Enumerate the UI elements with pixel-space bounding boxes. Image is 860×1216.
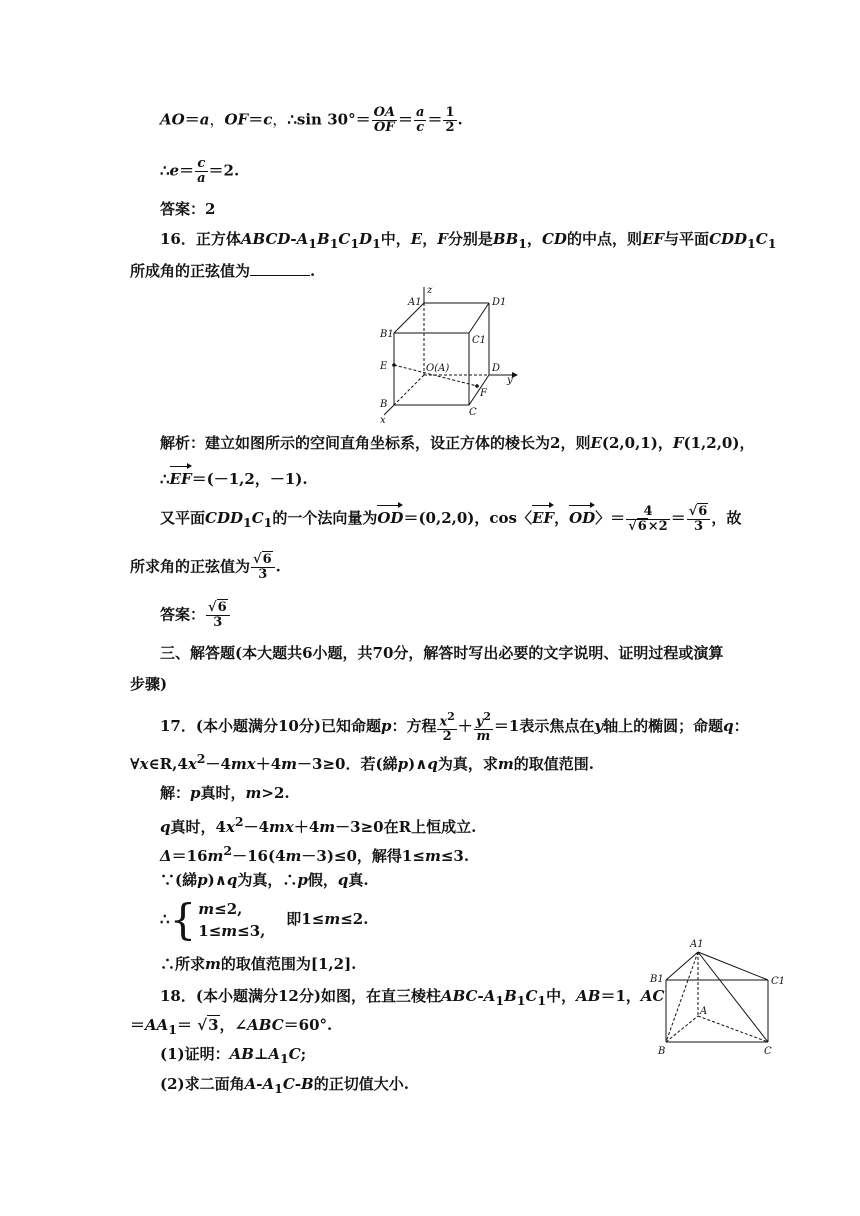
label-C1: C1 [472,335,487,346]
q17-stem-1: 17．(本小题满分10分)已知命题p：方程 $\frac{x^2}{2}$ ＋ $\frac{y^2}{m}$ ＝1表示焦点在y轴上的椭圆；命题q： [160,710,749,745]
label-D: D [492,363,501,374]
q16-solution-1: 解析：建立如图所示的空间直角坐标系，设正方体的棱长为2，则E(2,0,1)，F(1,2,0)， [160,434,755,452]
section-3-title-1: 三、解答题(本大题共6小题，共70分，解答时写出必要的文字说明、证明过程或演算 [160,644,724,662]
label-D1: D1 [492,297,507,308]
q16-solution-4: 所求角的正弦值为 $\frac{√6}{3}$ . [130,552,281,582]
prev-answer: 答案：2 [160,200,216,218]
label-OA: O(A) [426,363,450,374]
label-y: y [507,375,513,386]
q18-stem-2: $=AA_1= √3$，∠ABC＝60°. [130,1016,333,1037]
cube-figure [372,283,522,428]
q16-answer: 答案： $\frac{√6}{3}$ [160,601,231,630]
label-prism-B: B [658,1046,666,1057]
label-prism-A: A [700,1006,708,1017]
prev-line-2: ∴e＝ $\frac{c}{a}$ ＝2. [160,156,240,186]
q16-solution-2: ∴EF＝(－1,2，－1). [160,464,308,490]
q17-solution-3: $\Delta=16m^2-16(4m-3)\le 0$，解得1≤m≤3. [160,843,470,865]
label-prism-C1: C1 [771,976,786,987]
q18-part-1: (1)证明：$AB\perp A_1C$; [160,1045,307,1066]
q17-solution-6: ∴所求m的取值范围为[1,2]. [160,955,357,973]
q16-stem-line-2: 所成角的正弦值为 . [130,262,316,280]
q17-solution-2: q真时，$4x^2-4mx+4m-3\ge 0$在R上恒成立. [160,814,477,836]
q17-solution-1: 解：p真时，m>2. [160,784,290,802]
label-C: C [469,407,477,418]
q17-stem-2: $\forall x\in R,4x^2-4mx+4m-3\ge 0$．若(綈p)∧q为真，求m的取值范围. [130,751,594,773]
label-B1: B1 [380,329,394,340]
label-prism-A1: A1 [690,939,704,950]
label-E: E [380,361,388,372]
q17-solution-4: ∵(綈p)∧q为真，∴p假，q真. [160,871,369,889]
q18-stem-1: 18．(本小题满分12分)如图，在直三棱柱ABC-$A_1B_1C_1$中，AB＝1，AC [160,987,665,1008]
label-prism-B1: B1 [650,974,664,985]
q16-stem-line-1: 16．正方体ABCD-$A_1B_1C_1D_1$中，E，F分别是$BB_1$，CD的中点，则EF与平面$CDD_1C_1$ [160,230,777,251]
q18-part-2: (2)求二面角$A-A_1C-B$的正切值大小. [160,1075,409,1096]
q17-solution-5: ∴{ m≤2, 1≤m≤3, 即1≤m≤2. [160,895,369,944]
q16-solution-3: 又平面$CDD_1C_1$的一个法向量为OD＝(0,2,0)，cos〈EF，OD〉＝ $\frac{4}{√6\times 2}$ ＝ $\frac{√6}{3}$ ，故 [160,503,742,534]
label-z: z [427,285,433,296]
prism-figure [648,936,788,1058]
label-A1: A1 [408,297,422,308]
label-prism-C: C [764,1046,772,1057]
label-x: x [380,415,386,426]
label-F: F [480,388,487,399]
prev-line-1: AO＝a，OF＝c，∴sin 30°＝ $\frac{OA}{OF}$ ＝ $\frac{a}{c}$ ＝ $\frac{1}{2}$ . [160,105,463,135]
label-B: B [380,399,388,410]
section-3-title-2: 步骤) [130,675,168,693]
